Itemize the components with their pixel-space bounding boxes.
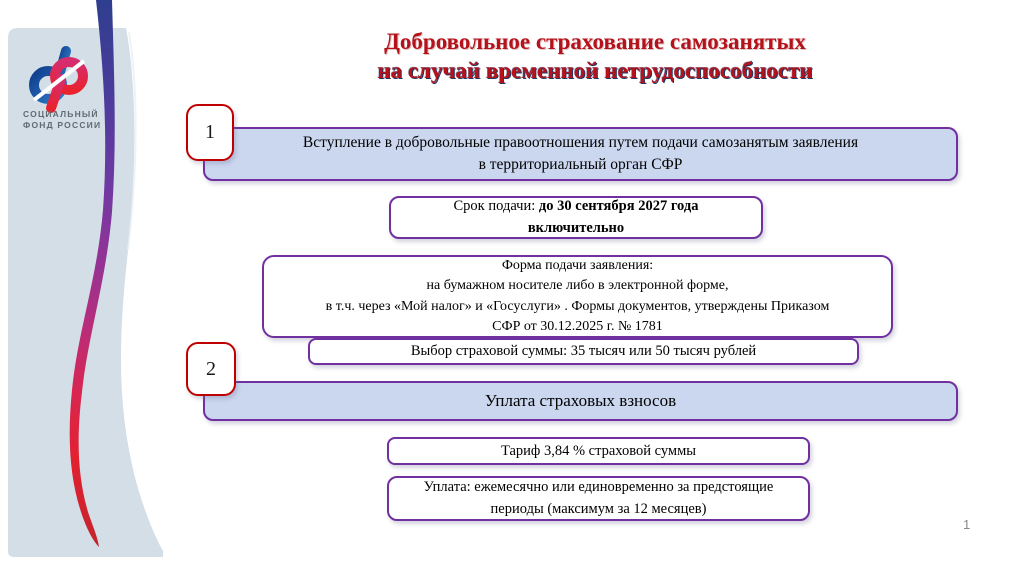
form-line3: в т.ч. через «Мой налог» и «Госуслуги» . Формы документов, утверждены Приказом — [325, 298, 830, 314]
step1-header-line1: Вступление в добровольные правоотношения путем подачи самозанятым заявления — [302, 134, 859, 152]
payment-line1: Уплата: ежемесячно или единовременно за предстоящие — [423, 479, 774, 496]
tariff-box: Тариф 3,84 % страховой суммы — [387, 437, 810, 465]
deadline-value: до 30 сентября 2027 года — [538, 198, 699, 215]
sidebar-panel — [8, 28, 163, 557]
payment-line2: периоды (максимум за 12 месяцев) — [490, 500, 707, 517]
logo-caption — [23, 109, 101, 132]
form-line1: Форма подачи заявления: — [501, 258, 654, 274]
form-line4: СФР от 30.12.2025 г. № 1781 — [492, 318, 663, 334]
deadline-line1 — [391, 196, 761, 217]
step1-number-badge: 1 — [186, 104, 234, 161]
step2-header-box: Уплата страховых взносов — [203, 381, 958, 421]
page-number: 1 — [963, 517, 971, 532]
payment-box — [387, 476, 810, 521]
deadline-box — [389, 196, 763, 239]
deadline-label: Срок подачи: — [453, 198, 539, 215]
slide-title-line2: на случай временной нетрудоспособности — [377, 58, 813, 84]
deadline-line2: включительно — [527, 219, 625, 236]
step2-number-badge: 2 — [186, 342, 236, 396]
form-line2: на бумажном носителе либо в электронной форме, — [426, 278, 729, 294]
sidebar-decoration — [0, 0, 190, 576]
slide-title-line1: Добровольное страхование самозанятых — [384, 29, 806, 54]
step1-header-line2: в территориальный орган СФР — [478, 156, 683, 173]
logo-caption-line2: ФОНД РОССИИ — [23, 120, 102, 131]
application-form-box — [262, 255, 893, 338]
sum-choice-box: Выбор страховой суммы: 35 тысяч или 50 тысяч рублей — [308, 338, 859, 365]
slide-title — [195, 27, 995, 86]
logo-caption-line1: СОЦИАЛЬНЫЙ — [23, 109, 99, 119]
step1-header-box — [203, 127, 958, 181]
